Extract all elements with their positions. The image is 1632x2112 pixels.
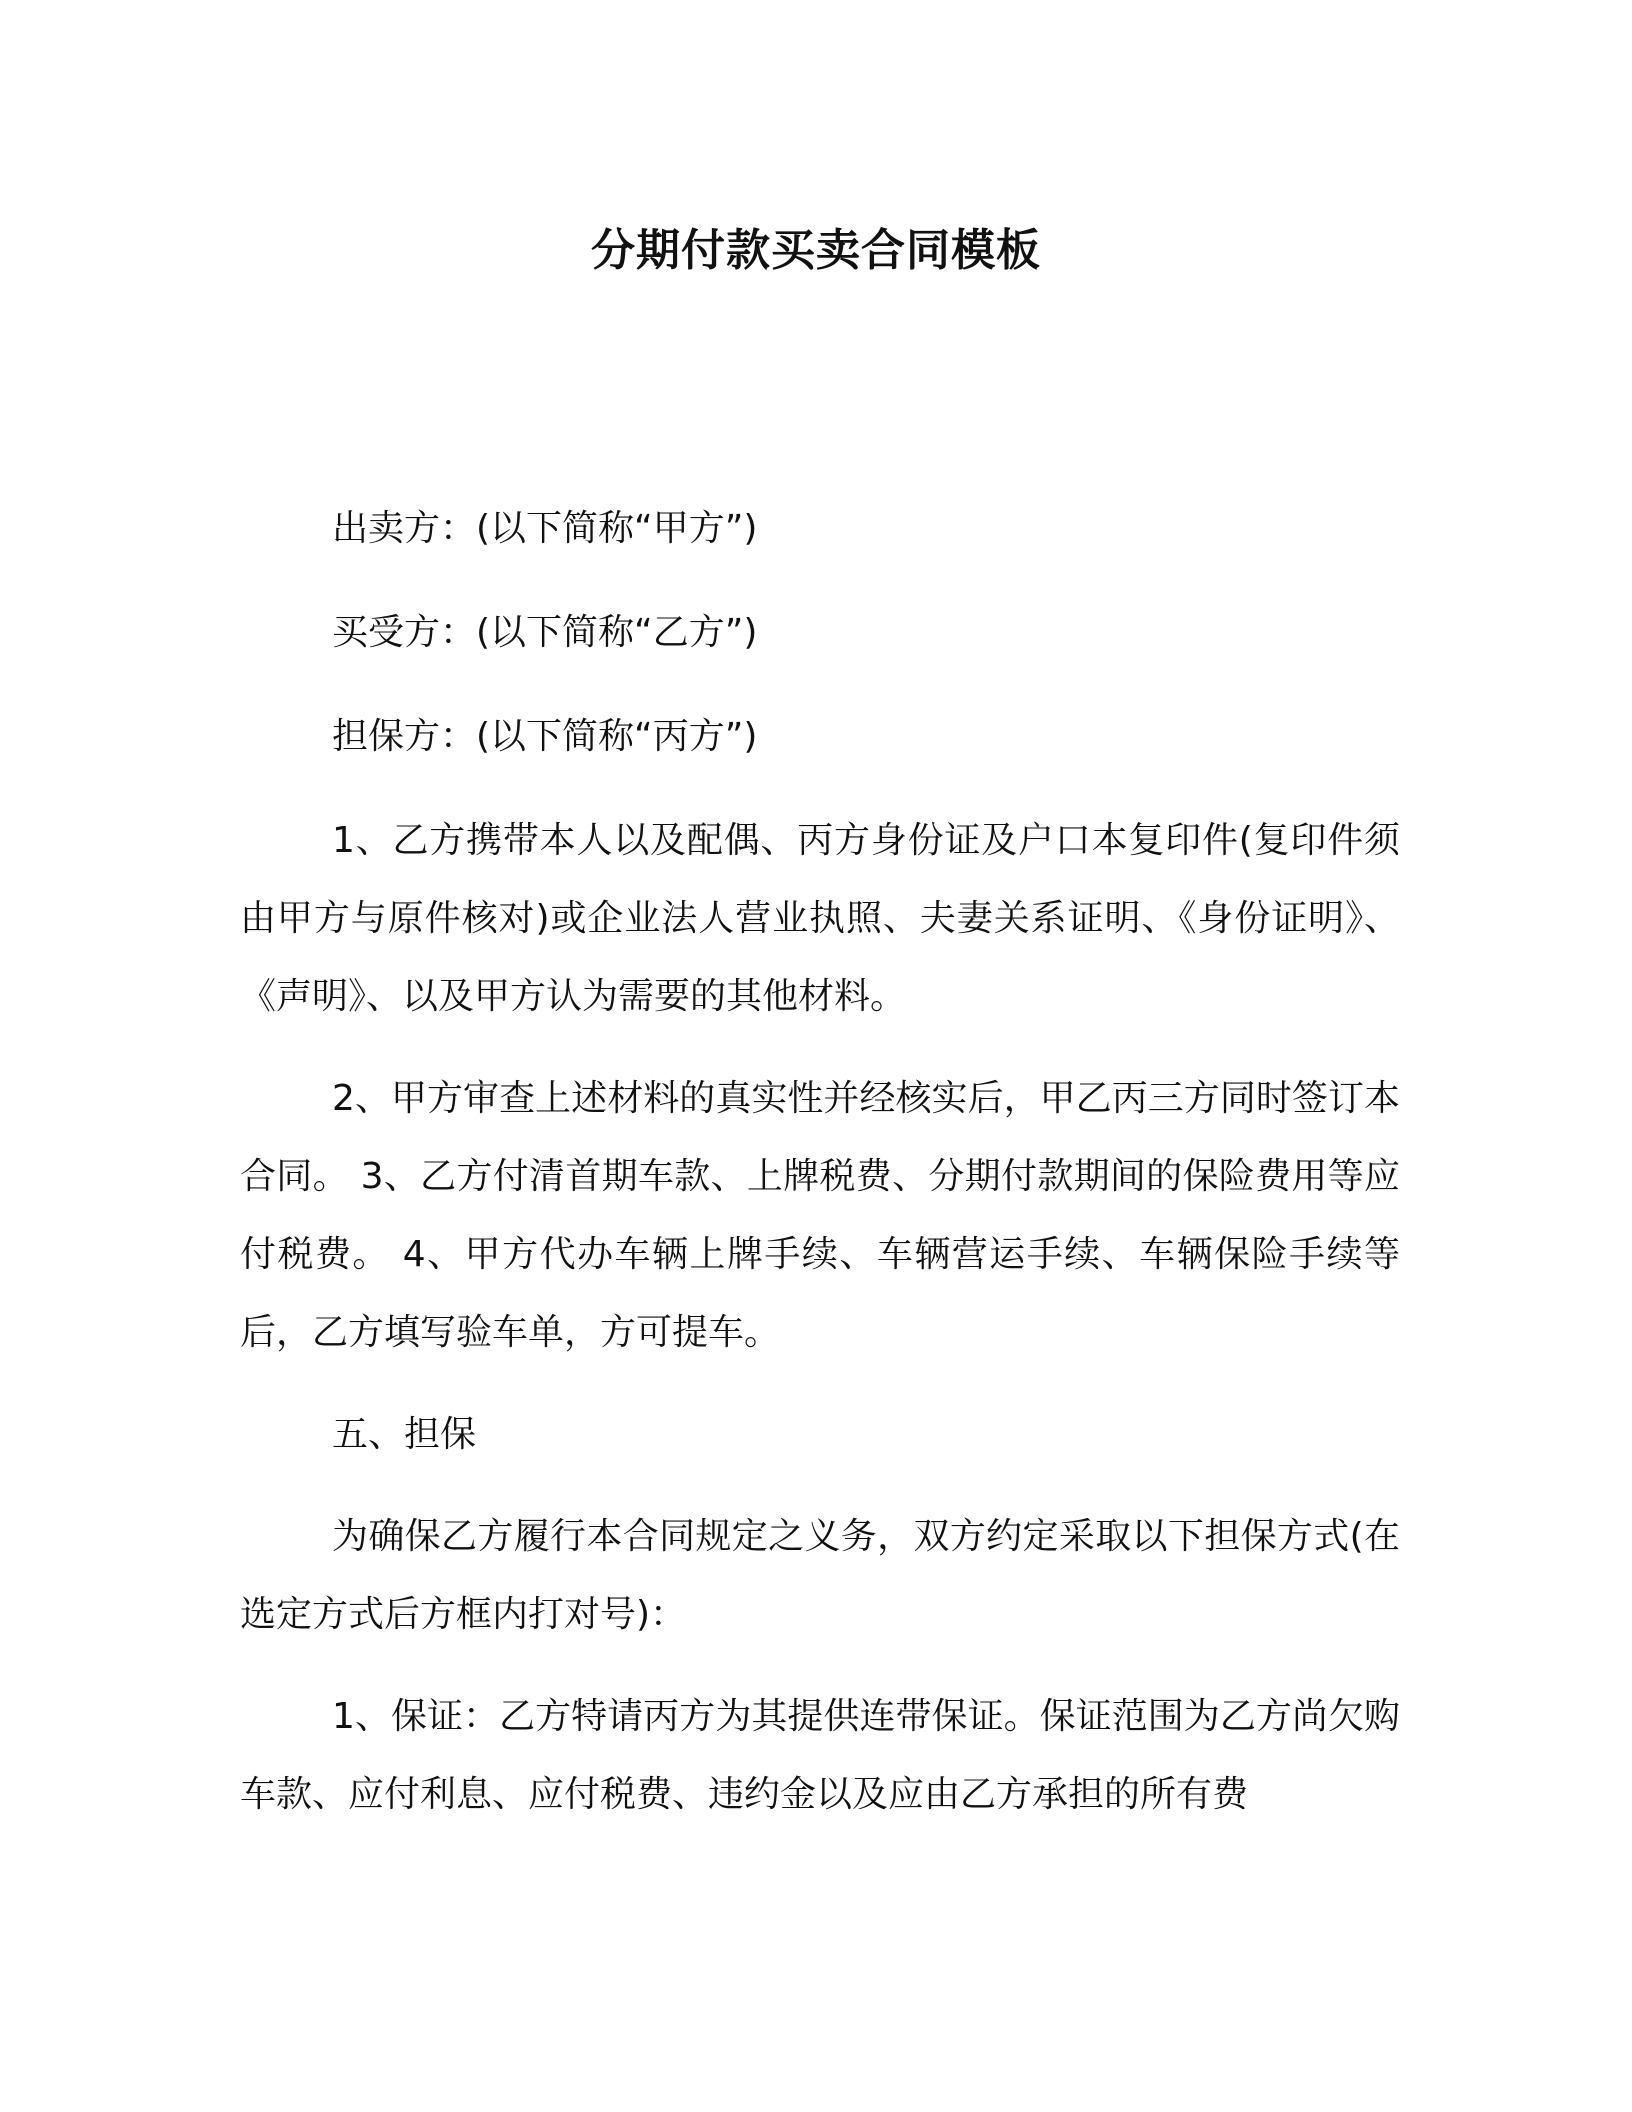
clause-2-4-procedures: 2、甲方审查上述材料的真实性并经核实后，甲乙丙三方同时签订本合同。 3、乙方付清首期车款、上牌税费、分期付款期间的保险费用等应付税费。 4、甲方代办车辆上牌手续、车辆营运手续、车辆保险手续等后，乙方填写验车单，方可提车。: [240, 1078, 1400, 1353]
guarantee-intro: 为确保乙方履行本合同规定之义务，双方约定采取以下担保方式(在选定方式后方框内打对号)：: [240, 1516, 1400, 1635]
party-seller: 出卖方：(以下简称“甲方”): [332, 508, 758, 549]
document-body: [240, 490, 1400, 1858]
document-title: 分期付款买卖合同模板: [591, 225, 1041, 276]
section-heading-guarantee: 五、担保: [332, 1414, 477, 1455]
party-guarantor: 担保方：(以下简称“丙方”): [332, 716, 758, 757]
party-buyer: 买受方：(以下简称“乙方”): [332, 612, 758, 653]
clause-1-materials: 1、乙方携带本人以及配偶、丙方身份证及户口本复印件(复印件须由甲方与原件核对)或企业法人营业执照、夫妻关系证明、《身份证明》、《声明》、以及甲方认为需要的其他材料。: [240, 820, 1400, 1017]
guarantee-clause-1: 1、保证：乙方特请丙方为其提供连带保证。保证范围为乙方尚欠购车款、应付利息、应付税费、违约金以及应由乙方承担的所有费: [240, 1696, 1400, 1815]
